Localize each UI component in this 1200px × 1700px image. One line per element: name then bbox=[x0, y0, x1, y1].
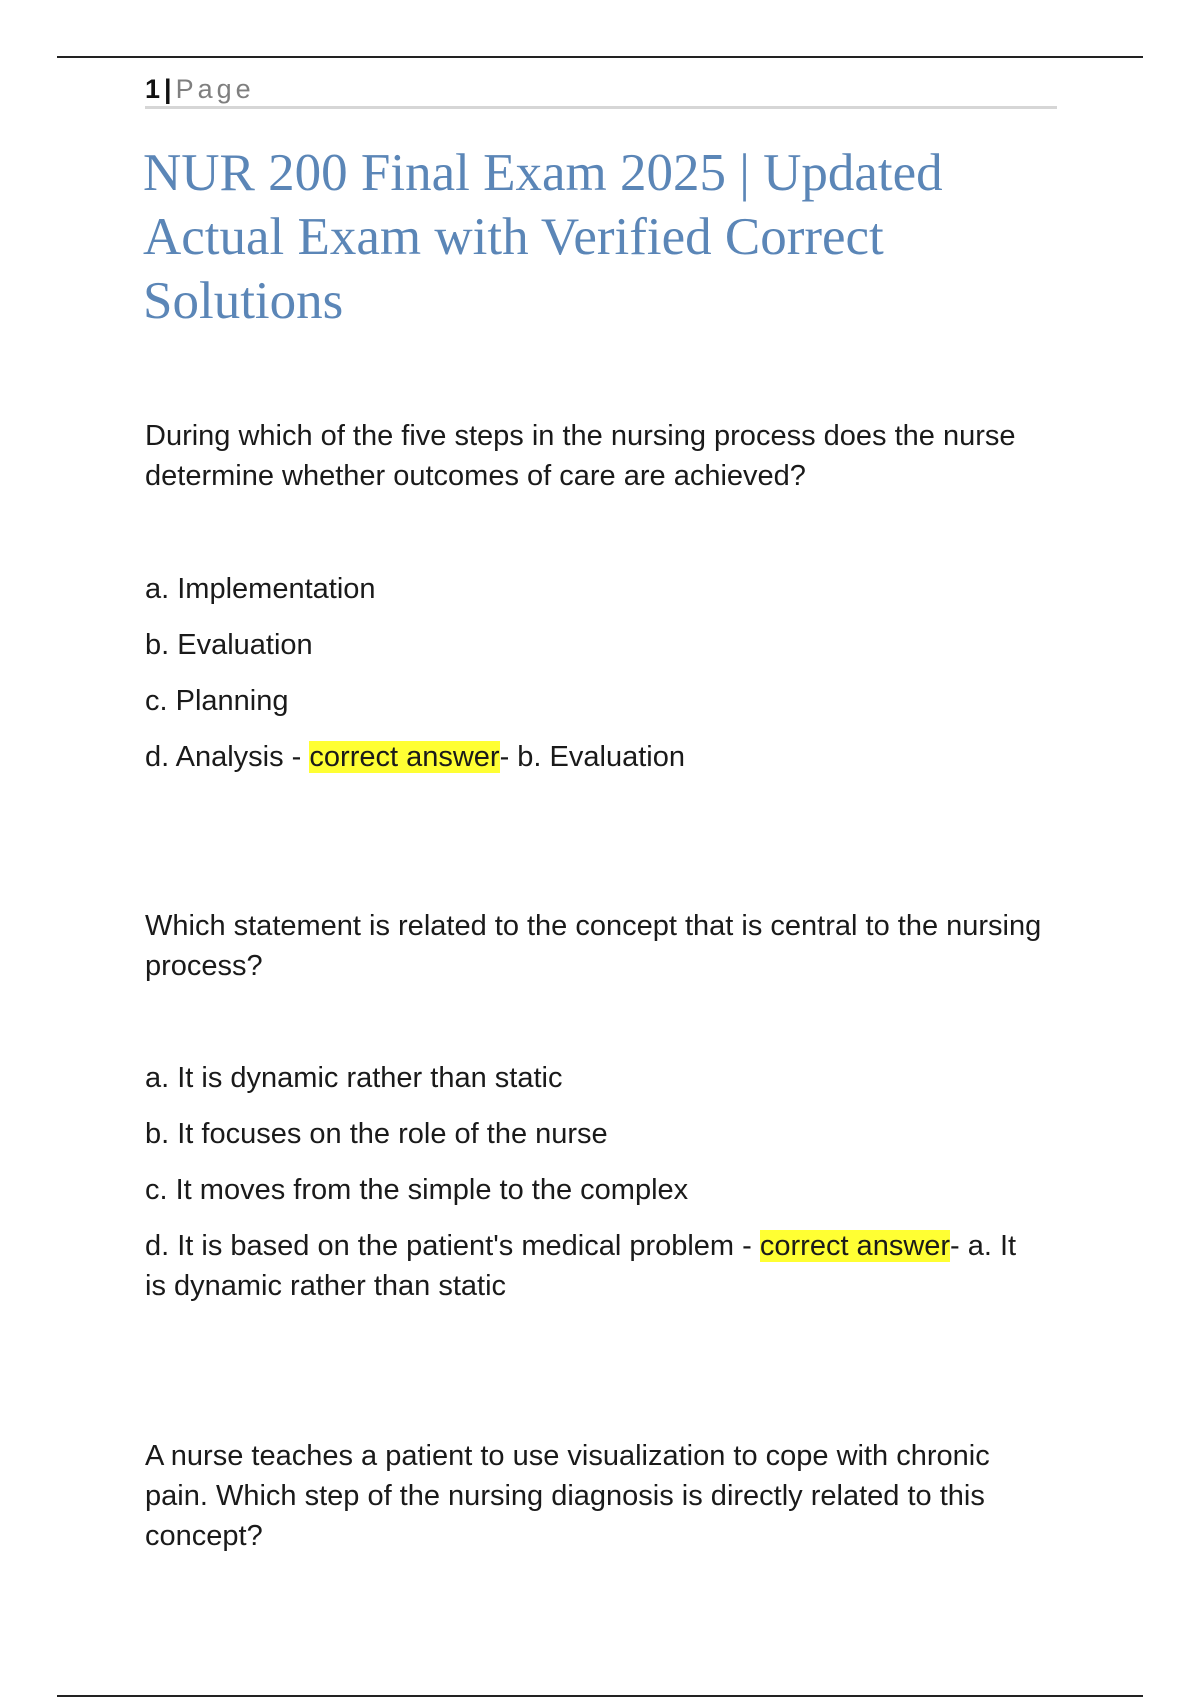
option-1d-text: d. Analysis - bbox=[145, 741, 310, 773]
option-1d bbox=[145, 737, 1045, 777]
correct-answer-highlight: correct answer bbox=[309, 741, 500, 773]
question-2-text: Which statement is related to the concept that is central to the nursing process? bbox=[145, 910, 1042, 982]
correct-answer-text: - b. Evaluation bbox=[499, 741, 685, 773]
option-1a: a. Implementation bbox=[145, 573, 376, 605]
correct-answer-highlight: correct answer bbox=[759, 1230, 951, 1262]
option-2a: a. It is dynamic rather than static bbox=[145, 1062, 563, 1094]
question-1-text: During which of the five steps in the nursing process does the nurse determine whether outcomes of care are achieved? bbox=[145, 420, 1016, 492]
page-header bbox=[145, 72, 1057, 109]
page-separator: | bbox=[164, 74, 172, 104]
question-3-text: A nurse teaches a patient to use visualization to cope with chronic pain. Which step of the nursing diagnosis is directly related to this concept? bbox=[145, 1440, 990, 1552]
option-1c: c. Planning bbox=[145, 685, 289, 717]
option-2d-text: d. It is based on the patient's medical problem - bbox=[145, 1230, 760, 1262]
top-rule bbox=[57, 56, 1143, 58]
option-2b: b. It focuses on the role of the nurse bbox=[145, 1118, 608, 1150]
option-2c: c. It moves from the simple to the complex bbox=[145, 1174, 689, 1206]
correct-answer-text: - a. It is dynamic rather than static bbox=[145, 1230, 1017, 1302]
question-1-options bbox=[145, 569, 1045, 793]
option-1b: b. Evaluation bbox=[145, 629, 313, 661]
question-2-options bbox=[145, 1058, 1045, 1322]
page-number: 1 bbox=[145, 74, 161, 104]
option-2d bbox=[145, 1226, 1045, 1306]
document-title: NUR 200 Final Exam 2025 | Updated Actual Exam with Verified Correct Solutions bbox=[143, 144, 943, 330]
bottom-rule bbox=[57, 1695, 1143, 1697]
page-label: Page bbox=[175, 74, 255, 104]
